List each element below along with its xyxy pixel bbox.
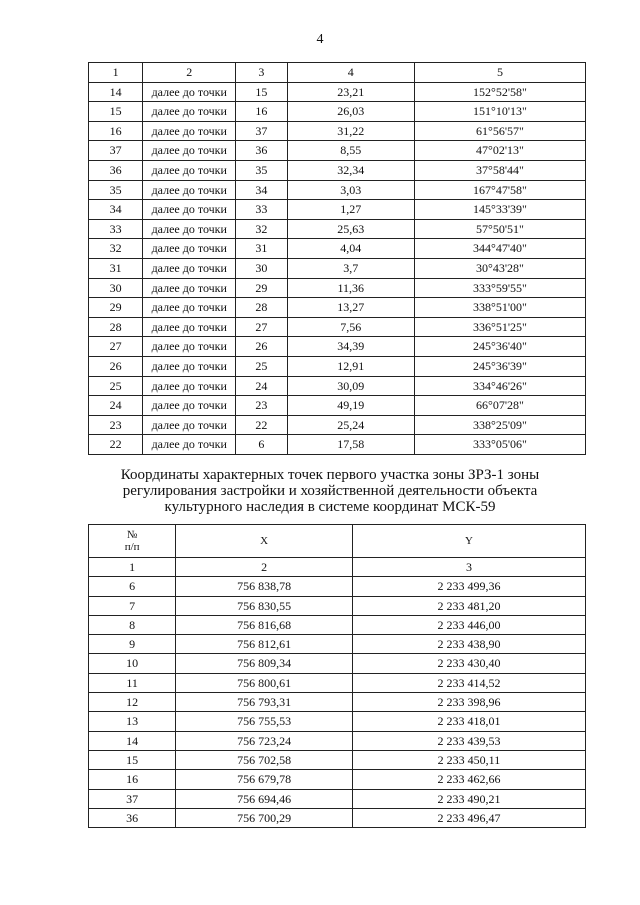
coordinates-table [88,524,586,828]
coords-header-number-label: п/п [124,541,140,553]
bearing-cell-distance: 8,55 [287,141,414,161]
coords-cell-number: 36 [89,808,176,827]
coords-table-row [89,770,586,789]
coords-cell-y: 2 233 462,66 [352,770,585,789]
coords-cell-x: 756 755,53 [176,712,353,731]
bearing-table-row [89,298,586,318]
coords-table-row [89,731,586,750]
bearing-table-row [89,396,586,416]
coords-cell-x: 756 702,58 [176,750,353,769]
bearing-table-row [89,82,586,102]
bearing-cell-direction: далее до точки [143,356,236,376]
bearing-table-body [89,82,586,454]
bearing-table-row [89,180,586,200]
coords-cell-x: 756 809,34 [176,654,353,673]
bearing-cell-direction: далее до точки [143,298,236,318]
bearing-cell-distance: 49,19 [287,396,414,416]
coords-table-row [89,615,586,634]
bearing-cell-direction: далее до точки [143,337,236,357]
bearing-cell-direction: далее до точки [143,121,236,141]
section-title [60,467,600,515]
coords-cell-x: 756 830,55 [176,596,353,615]
coords-index-col-3: 3 [352,558,585,577]
bearing-cell-distance: 3,7 [287,258,414,278]
coords-header-number-symbol: № [126,529,138,541]
bearing-cell-to-point: 26 [236,337,287,357]
bearing-cell-from-point: 26 [89,356,143,376]
bearing-cell-angle: 66°07'28" [414,396,585,416]
coords-cell-x: 756 816,68 [176,615,353,634]
bearing-table-row [89,278,586,298]
coords-cell-number: 10 [89,654,176,673]
bearing-cell-angle: 151°10'13" [414,102,585,122]
coords-cell-number: 9 [89,635,176,654]
bearing-cell-distance: 11,36 [287,278,414,298]
bearing-cell-from-point: 32 [89,239,143,259]
coords-cell-number: 15 [89,750,176,769]
bearing-cell-distance: 3,03 [287,180,414,200]
bearing-cell-distance: 23,21 [287,82,414,102]
coords-cell-number: 12 [89,693,176,712]
coords-cell-number: 37 [89,789,176,808]
bearing-cell-direction: далее до точки [143,219,236,239]
coords-cell-y: 2 233 418,01 [352,712,585,731]
bearing-cell-angle: 57°50'51" [414,219,585,239]
bearing-cell-from-point: 35 [89,180,143,200]
bearing-cell-from-point: 37 [89,141,143,161]
coords-cell-y: 2 233 439,53 [352,731,585,750]
coords-index-col-1: 1 [89,558,176,577]
bearing-cell-angle: 47°02'13" [414,141,585,161]
bearing-cell-distance: 34,39 [287,337,414,357]
coords-table-row [89,750,586,769]
bearing-cell-distance: 25,63 [287,219,414,239]
coords-cell-y: 2 233 496,47 [352,808,585,827]
bearing-table [88,62,586,455]
bearing-cell-direction: далее до точки [143,160,236,180]
bearing-cell-distance: 25,24 [287,415,414,435]
coords-cell-y: 2 233 430,40 [352,654,585,673]
bearing-table-row [89,337,586,357]
bearing-cell-distance: 31,22 [287,121,414,141]
bearing-cell-to-point: 15 [236,82,287,102]
coords-cell-number: 7 [89,596,176,615]
bearing-cell-from-point: 22 [89,435,143,455]
bearing-cell-direction: далее до точки [143,258,236,278]
bearing-table-row [89,435,586,455]
bearing-cell-direction: далее до точки [143,180,236,200]
bearing-table-row [89,219,586,239]
bearing-cell-angle: 37°58'44" [414,160,585,180]
bearing-cell-from-point: 23 [89,415,143,435]
bearing-table-row [89,102,586,122]
coords-cell-number: 8 [89,615,176,634]
bearing-header-col-3: 3 [236,63,287,83]
bearing-cell-to-point: 32 [236,219,287,239]
bearing-cell-angle: 145°33'39" [414,200,585,220]
bearing-table-row [89,258,586,278]
coords-cell-y: 2 233 481,20 [352,596,585,615]
coords-cell-number: 6 [89,577,176,596]
bearing-cell-angle: 338°25'09" [414,415,585,435]
bearing-table-row [89,141,586,161]
coords-table-row [89,635,586,654]
bearing-cell-from-point: 27 [89,337,143,357]
coords-cell-x: 756 812,61 [176,635,353,654]
coords-cell-x: 756 679,78 [176,770,353,789]
bearing-table-row [89,415,586,435]
section-title-line-3: культурного наследия в системе координат МСК-59 [164,499,496,515]
bearing-cell-to-point: 22 [236,415,287,435]
bearing-cell-direction: далее до точки [143,200,236,220]
bearing-cell-to-point: 33 [236,200,287,220]
bearing-cell-to-point: 16 [236,102,287,122]
coords-table-index-row [89,558,586,577]
bearing-cell-distance: 1,27 [287,200,414,220]
bearing-header-col-4: 4 [287,63,414,83]
bearing-cell-from-point: 16 [89,121,143,141]
bearing-cell-direction: далее до точки [143,102,236,122]
coords-cell-x: 756 694,46 [176,789,353,808]
bearing-cell-from-point: 28 [89,317,143,337]
bearing-cell-to-point: 28 [236,298,287,318]
bearing-cell-distance: 32,34 [287,160,414,180]
coords-cell-number: 13 [89,712,176,731]
bearing-cell-direction: далее до точки [143,376,236,396]
bearing-cell-angle: 245°36'40" [414,337,585,357]
bearing-cell-to-point: 23 [236,396,287,416]
section-title-line-1: Координаты характерных точек первого участка зоны ЗРЗ-1 зоны [120,467,540,483]
coords-cell-y: 2 233 490,21 [352,789,585,808]
bearing-cell-to-point: 29 [236,278,287,298]
bearing-table-row [89,239,586,259]
bearing-header-col-5: 5 [414,63,585,83]
bearing-table-row [89,200,586,220]
coords-cell-number: 11 [89,673,176,692]
coords-cell-x: 756 723,24 [176,731,353,750]
coords-cell-y: 2 233 414,52 [352,673,585,692]
bearing-cell-to-point: 25 [236,356,287,376]
bearing-cell-distance: 30,09 [287,376,414,396]
coords-cell-x: 756 793,31 [176,693,353,712]
bearing-cell-angle: 152°52'58" [414,82,585,102]
bearing-cell-angle: 333°05'06" [414,435,585,455]
bearing-header-col-1: 1 [89,63,143,83]
bearing-table-row [89,160,586,180]
coords-table-row [89,712,586,731]
coords-cell-x: 756 700,29 [176,808,353,827]
bearing-cell-direction: далее до точки [143,396,236,416]
bearing-cell-from-point: 33 [89,219,143,239]
bearing-cell-to-point: 30 [236,258,287,278]
bearing-cell-from-point: 14 [89,82,143,102]
coords-table-row [89,654,586,673]
bearing-cell-angle: 30°43'28" [414,258,585,278]
bearing-cell-angle: 336°51'25" [414,317,585,337]
bearing-cell-from-point: 30 [89,278,143,298]
coords-index-col-2: 2 [176,558,353,577]
bearing-cell-direction: далее до точки [143,82,236,102]
bearing-cell-to-point: 35 [236,160,287,180]
coords-header-y: Y [352,525,585,558]
bearing-table-row [89,317,586,337]
bearing-header-col-2: 2 [143,63,236,83]
bearing-cell-direction: далее до точки [143,239,236,259]
coords-header-x: X [176,525,353,558]
bearing-cell-distance: 13,27 [287,298,414,318]
bearing-cell-direction: далее до точки [143,415,236,435]
bearing-table-row [89,356,586,376]
bearing-cell-distance: 12,91 [287,356,414,376]
bearing-cell-from-point: 15 [89,102,143,122]
bearing-cell-to-point: 34 [236,180,287,200]
bearing-cell-to-point: 36 [236,141,287,161]
coords-cell-y: 2 233 438,90 [352,635,585,654]
coordinates-table-body [89,577,586,828]
bearing-cell-from-point: 31 [89,258,143,278]
bearing-cell-from-point: 34 [89,200,143,220]
bearing-cell-from-point: 29 [89,298,143,318]
coords-table-row [89,596,586,615]
bearing-cell-to-point: 24 [236,376,287,396]
coords-cell-y: 2 233 499,36 [352,577,585,596]
bearing-cell-from-point: 24 [89,396,143,416]
bearing-cell-from-point: 36 [89,160,143,180]
bearing-cell-to-point: 37 [236,121,287,141]
bearing-cell-angle: 61°56'57" [414,121,585,141]
bearing-cell-angle: 333°59'55" [414,278,585,298]
coords-cell-x: 756 838,78 [176,577,353,596]
coords-cell-x: 756 800,61 [176,673,353,692]
page-number: 4 [316,32,324,47]
bearing-cell-to-point: 6 [236,435,287,455]
bearing-table-row [89,376,586,396]
coords-cell-y: 2 233 450,11 [352,750,585,769]
coords-table-row [89,693,586,712]
coords-table-row [89,577,586,596]
bearing-cell-direction: далее до точки [143,317,236,337]
coords-cell-y: 2 233 446,00 [352,615,585,634]
coords-cell-number: 16 [89,770,176,789]
bearing-cell-from-point: 25 [89,376,143,396]
bearing-cell-angle: 334°46'26" [414,376,585,396]
bearing-cell-distance: 17,58 [287,435,414,455]
coords-table-row [89,808,586,827]
bearing-cell-angle: 344°47'40" [414,239,585,259]
section-title-line-2: регулирования застройки и хозяйственной деятельности объекта [122,483,538,499]
bearing-cell-distance: 26,03 [287,102,414,122]
coords-cell-number: 14 [89,731,176,750]
bearing-cell-direction: далее до точки [143,141,236,161]
coords-table-header-row [89,525,586,558]
coords-header-number [89,525,176,558]
coords-table-row [89,789,586,808]
coords-cell-y: 2 233 398,96 [352,693,585,712]
coords-table-row [89,673,586,692]
bearing-cell-angle: 338°51'00" [414,298,585,318]
bearing-table-row [89,121,586,141]
bearing-cell-to-point: 27 [236,317,287,337]
bearing-cell-direction: далее до точки [143,435,236,455]
bearing-cell-to-point: 31 [236,239,287,259]
bearing-cell-distance: 7,56 [287,317,414,337]
bearing-cell-distance: 4,04 [287,239,414,259]
bearing-cell-direction: далее до точки [143,278,236,298]
bearing-table-header-row [89,63,586,83]
bearing-cell-angle: 245°36'39" [414,356,585,376]
bearing-cell-angle: 167°47'58" [414,180,585,200]
